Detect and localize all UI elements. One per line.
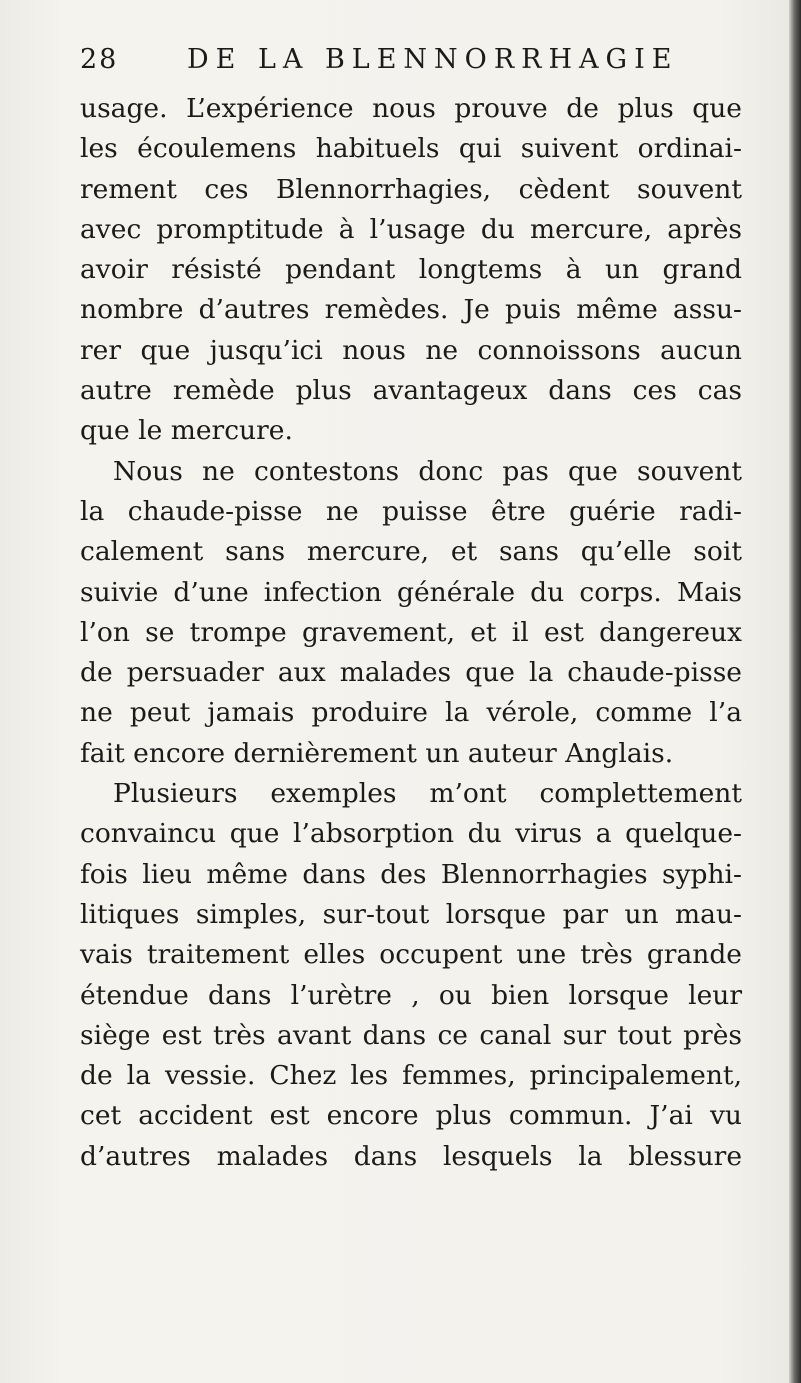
page-header (80, 44, 740, 84)
text-line: fait encore dernièrement un auteur Anglais. (80, 737, 674, 769)
paragraph-start-line: Plusieurs exemples m’ont complettement (113, 778, 742, 810)
text-line: que le mercure. (80, 415, 293, 447)
text-line: calement sans mercure, et sans qu’elle soit (80, 536, 742, 568)
running-head: DE LA BLENNORRHAGIE (187, 44, 679, 75)
text-line: ne peut jamais produire la vérole, comme l’a (80, 697, 742, 729)
text-line: nombre d’autres remèdes. Je puis même assu- (80, 294, 742, 326)
text-line: l’on se trompe gravement, et il est dangereux (80, 616, 742, 648)
text-line: rement ces Blennorrhagies, cèdent souvent (80, 173, 742, 205)
text-line: suivie d’une infection générale du corps. Mais (80, 576, 742, 608)
text-line: la chaude-pisse ne puisse être guérie radi- (80, 495, 742, 527)
text-line: siège est très avant dans ce canal sur tout près (80, 1019, 742, 1051)
text-line: d’autres malades dans lesquels la blessure (80, 1140, 742, 1172)
text-line: convaincu que l’absorption du virus a quelque- (80, 818, 742, 850)
page-number: 28 (80, 44, 119, 75)
text-line: usage. L’expérience nous prouve de plus que (80, 93, 742, 124)
page-edge-shadow (789, 0, 801, 1383)
text-line: de la vessie. Chez les femmes, principalement, (80, 1060, 742, 1092)
text-line: les écoulemens habituels qui suivent ordinai- (80, 133, 742, 165)
text-line: étendue dans l’urètre , ou bien lorsque leur (80, 979, 742, 1011)
paragraph-start-line: Nous ne contestons donc pas que souvent (113, 455, 742, 487)
text-line: cet accident est encore plus commun. J’ai vu (80, 1100, 742, 1132)
text-line: litiques simples, sur-tout lorsque par un mau- (80, 898, 742, 930)
text-line: avoir résisté pendant longtems à un grand (80, 254, 742, 286)
text-line: vais traitement elles occupent une très grande (80, 939, 742, 971)
text-line: fois lieu même dans des Blennorrhagies syphi- (80, 858, 742, 890)
text-line: avec promptitude à l’usage du mercure, après (80, 213, 742, 245)
text-line: de persuader aux malades que la chaude-pisse (80, 657, 742, 689)
text-line: rer que jusqu’ici nous ne connoissons aucun (80, 334, 742, 366)
body-text (80, 89, 742, 1177)
text-line: autre remède plus avantageux dans ces cas (80, 375, 742, 407)
